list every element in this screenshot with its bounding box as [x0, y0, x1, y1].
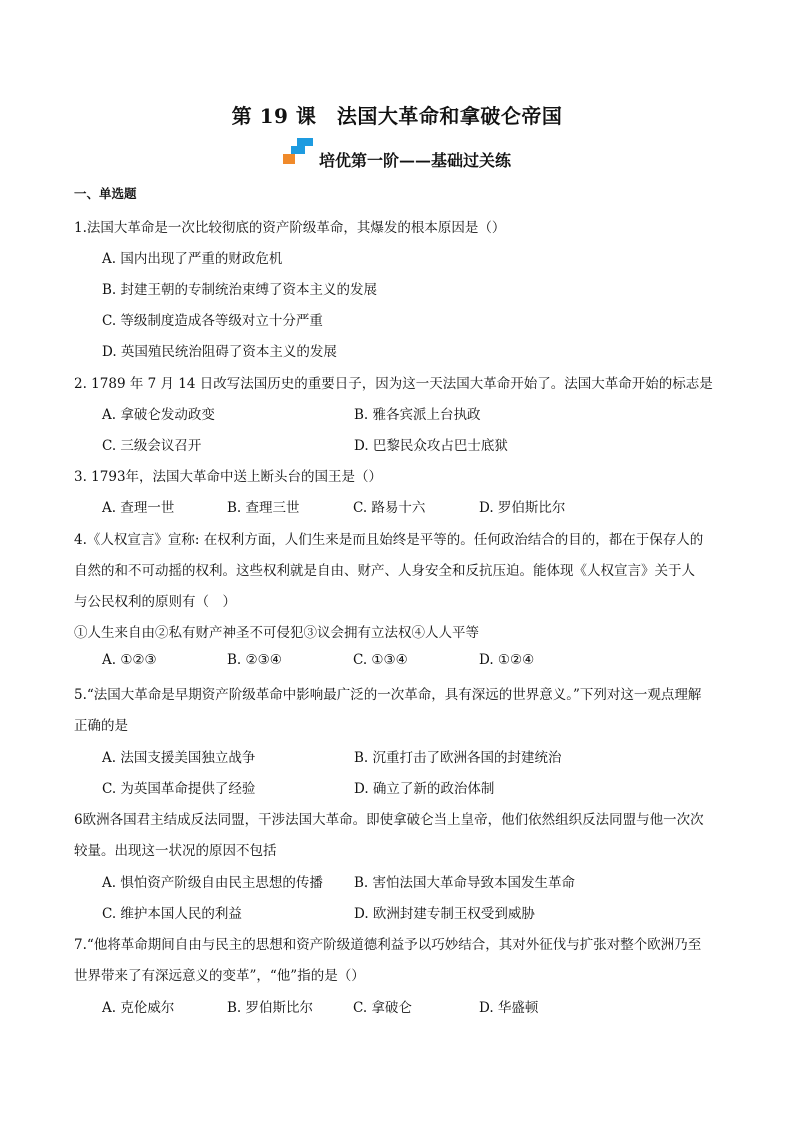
stairs-logo-icon	[283, 138, 315, 166]
question-5-stem-line-1: 5.“法国大革命是早期资产阶级革命中影响最广泛的一次革命，具有深远的世界意义。”下列对这一观点理解	[74, 687, 702, 703]
question-6-option-c: C. 维护本国人民的利益	[102, 906, 242, 922]
question-3-option-a: A. 查理一世	[102, 500, 175, 516]
question-2-stem: 2. 1789 年 7 月 14 日改写法国历史的重要日子，因为这一天法国大革命开始了。法国大革命开始的标志是	[74, 376, 713, 392]
question-5-stem-line-2: 正确的是	[74, 718, 128, 734]
question-7-option-c: C. 拿破仑	[353, 1000, 412, 1016]
question-4-statement-list: ①人生来自由②私有财产神圣不可侵犯③议会拥有立法权④人人平等	[74, 625, 479, 641]
question-2-option-d: D. 巴黎民众攻占巴士底狱	[354, 438, 508, 454]
question-7-option-d: D. 华盛顿	[479, 1000, 539, 1016]
question-5-option-b: B. 沉重打击了欧洲各国的封建统治	[354, 750, 562, 766]
question-4-stem-line-3: 与公民权利的原则有（ ）	[74, 594, 236, 610]
question-4-option-d: D. ①②④	[479, 652, 535, 668]
question-4-stem-line-1: 4.《人权宣言》宣称: 在权利方面，人们生来是而且始终是平等的。任何政治结合的目的，都在于保存人的	[74, 532, 704, 548]
question-3-option-b: B. 查理三世	[227, 500, 300, 516]
question-7-option-a: A. 克伦威尔	[102, 1000, 175, 1016]
question-1-option-a: A. 国内出现了严重的财政危机	[102, 251, 283, 267]
question-5-option-a: A. 法国支援美国独立战争	[102, 750, 256, 766]
question-5-option-d: D. 确立了新的政治体制	[354, 781, 495, 797]
subtitle-wrapper	[283, 148, 511, 171]
question-1-option-c: C. 等级制度造成各等级对立十分严重	[102, 313, 323, 329]
section-subtitle	[0, 148, 794, 171]
question-4-option-a: A. ①②③	[102, 652, 157, 668]
question-6-option-d: D. 欧洲封建专制王权受到威胁	[354, 906, 535, 922]
question-7-stem-line-2: 世界带来了有深远意义的变革”，“他”指的是（）	[74, 968, 365, 984]
question-2-option-a: A. 拿破仑发动政变	[102, 407, 215, 423]
question-4-option-c: C. ①③④	[353, 652, 408, 668]
question-7-stem-line-1: 7.“他将革命期间自由与民主的思想和资产阶级道德利益予以巧妙结合，其对外征伐与扩张对整个欧洲乃至	[74, 937, 702, 953]
question-1-stem: 1.法国大革命是一次比较彻底的资产阶级革命，其爆发的根本原因是（）	[74, 220, 506, 236]
question-6-stem-line-2: 较量。出现这一状况的原因不包括	[74, 843, 277, 859]
question-5-option-c: C. 为英国革命提供了经验	[102, 781, 256, 797]
question-4-option-b: B. ②③④	[227, 652, 282, 668]
section-heading: 一、单选题	[74, 186, 137, 201]
question-3-option-d: D. 罗伯斯比尔	[479, 500, 566, 516]
page-title: 第 19 课 法国大革命和拿破仑帝国	[231, 104, 563, 128]
question-6-stem-line-1: 6欧洲各国君主结成反法同盟，干涉法国大革命。即使拿破仑当上皇帝，他们依然组织反法同盟与他一次次	[74, 812, 704, 828]
question-7-option-b: B. 罗伯斯比尔	[227, 1000, 314, 1016]
question-6-option-b: B. 害怕法国大革命导致本国发生革命	[354, 875, 576, 891]
question-4-stem-line-2: 自然的和不可动摇的权利。这些权利就是自由、财产、人身安全和反抗压迫。能体现《人权宣言》关于人	[74, 563, 695, 579]
question-2-option-b: B. 雅各宾派上台执政	[354, 407, 481, 423]
subtitle-text: 培优第一阶——基础过关练	[318, 151, 511, 170]
question-3-option-c: C. 路易十六	[353, 500, 426, 516]
question-1-option-d: D. 英国殖民统治阻碍了资本主义的发展	[102, 344, 337, 360]
question-3-stem: 3. 1793年，法国大革命中送上断头台的国王是（）	[74, 469, 383, 485]
question-6-option-a: A. 惧怕资产阶级自由民主思想的传播	[102, 875, 323, 891]
question-1-option-b: B. 封建王朝的专制统治束缚了资本主义的发展	[102, 282, 378, 298]
question-2-option-c: C. 三级会议召开	[102, 438, 202, 454]
